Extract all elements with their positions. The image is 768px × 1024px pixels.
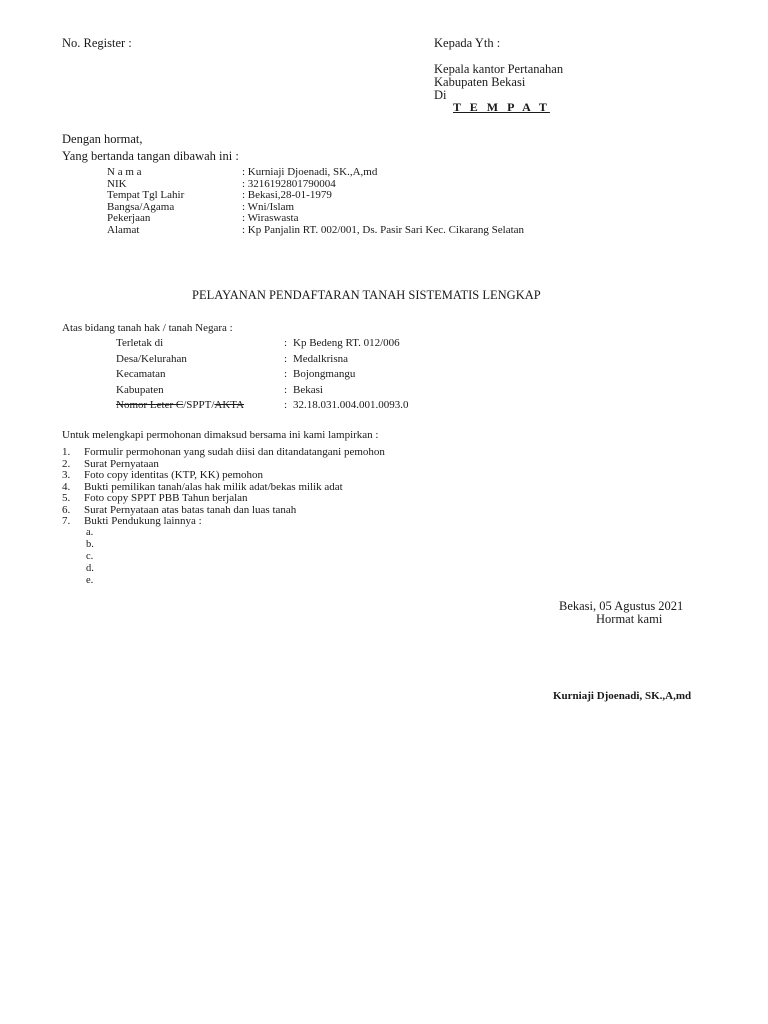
land-colon: : xyxy=(284,368,288,380)
land-table xyxy=(0,337,768,417)
struck-label-leter-c: Nomor Leter C xyxy=(116,399,184,411)
land-label-document-type xyxy=(116,399,244,411)
list-item-text: Bukti pemilikan tanah/alas hak milik adat/bekas milik adat xyxy=(84,480,343,493)
greeting-line-2: Yang bertanda tangan dibawah ini : xyxy=(62,149,239,163)
sub-item-e: e. xyxy=(86,575,94,586)
list-item-number: 3. xyxy=(62,469,71,481)
to-label: Kepada Yth : xyxy=(434,36,501,50)
list-item-text: Formulir permohonan yang sudah diisi dan ditandatangani pemohon xyxy=(84,446,385,458)
land-colon: : xyxy=(284,352,288,365)
applicant-table xyxy=(0,166,768,238)
greeting-line-1: Dengan hormat, xyxy=(62,132,143,146)
register-label: No. Register : xyxy=(62,36,132,50)
list-item-text: Foto copy identitas (KTP, KK) pemohon xyxy=(84,469,264,481)
sub-item-a: a. xyxy=(86,527,94,538)
applicant-label: N a m a xyxy=(107,166,142,178)
list-item-number: 5. xyxy=(62,492,71,504)
attachments-list xyxy=(0,446,768,586)
recipient-line-1: Kepala kantor Pertanahan xyxy=(434,62,564,76)
recipient-place: T E M P A T xyxy=(453,100,550,114)
applicant-value: : Kp Panjalin RT. 002/001, Ds. Pasir Sari Kec. Cikarang Selatan xyxy=(242,223,525,236)
sub-item-c: c. xyxy=(86,551,94,562)
closing-regards: Hormat kami xyxy=(596,612,663,626)
applicant-label: Bangsa/Agama xyxy=(107,200,175,213)
applicant-label: Alamat xyxy=(107,223,140,236)
land-label: Kabupaten xyxy=(116,383,164,396)
list-item-text: Surat Pernyataan atas batas tanah dan luas tanah xyxy=(84,503,297,516)
land-label: Terletak di xyxy=(116,337,164,349)
subject-heading: PELAYANAN PENDAFTARAN TANAH SISTEMATIS LENGKAP xyxy=(192,288,541,302)
land-value: Kp Bedeng RT. 012/006 xyxy=(293,337,400,349)
applicant-label: Tempat Tgl Lahir xyxy=(107,189,185,201)
land-colon: : xyxy=(284,383,288,396)
recipient-line-3: Di xyxy=(434,88,447,102)
applicant-value: : Wni/Islam xyxy=(242,200,295,213)
applicant-value: : Kurniaji Djoenadi, SK.,A,md xyxy=(242,166,378,178)
list-item-text: Foto copy SPPT PBB Tahun berjalan xyxy=(84,492,248,504)
applicant-value: : Bekasi,28-01-1979 xyxy=(242,189,332,201)
land-intro: Atas bidang tanah hak / tanah Negara : xyxy=(62,322,233,334)
land-label: Kecamatan xyxy=(116,368,166,380)
list-item-text: Bukti Pendukung lainnya : xyxy=(84,515,202,527)
applicant-label: NIK xyxy=(107,177,127,190)
attachments-intro: Untuk melengkapi permohonan dimaksud bersama ini kami lampirkan : xyxy=(62,429,379,441)
land-colon: : xyxy=(284,399,288,411)
sub-item-b: b. xyxy=(86,539,94,550)
label-sppt: /SPPT/ xyxy=(183,399,215,411)
applicant-value: : 3216192801790004 xyxy=(242,177,336,190)
land-value: Bojongmangu xyxy=(293,368,356,380)
applicant-value: : Wiraswasta xyxy=(242,212,299,224)
land-value: Bekasi xyxy=(293,383,323,396)
list-item-number: 1. xyxy=(62,446,71,458)
sub-item-d: d. xyxy=(86,563,94,574)
applicant-label: Pekerjaan xyxy=(107,212,151,224)
land-label: Desa/Kelurahan xyxy=(116,352,187,365)
land-value: 32.18.031.004.001.0093.0 xyxy=(293,399,409,411)
land-value: Medalkrisna xyxy=(293,352,348,365)
list-item-number: 7. xyxy=(62,515,71,527)
place-date: Bekasi, 05 Agustus 2021 xyxy=(559,599,684,613)
signer-name: Kurniaji Djoenadi, SK.,A,md xyxy=(553,690,692,702)
list-item-number: 4. xyxy=(62,480,71,493)
list-item-text: Surat Pernyataan xyxy=(84,457,159,470)
land-colon: : xyxy=(284,337,288,349)
list-item-number: 6. xyxy=(62,503,71,516)
struck-label-akta: AKTA xyxy=(214,399,245,411)
list-item-number: 2. xyxy=(62,457,71,470)
recipient-line-2: Kabupaten Bekasi xyxy=(434,75,526,89)
